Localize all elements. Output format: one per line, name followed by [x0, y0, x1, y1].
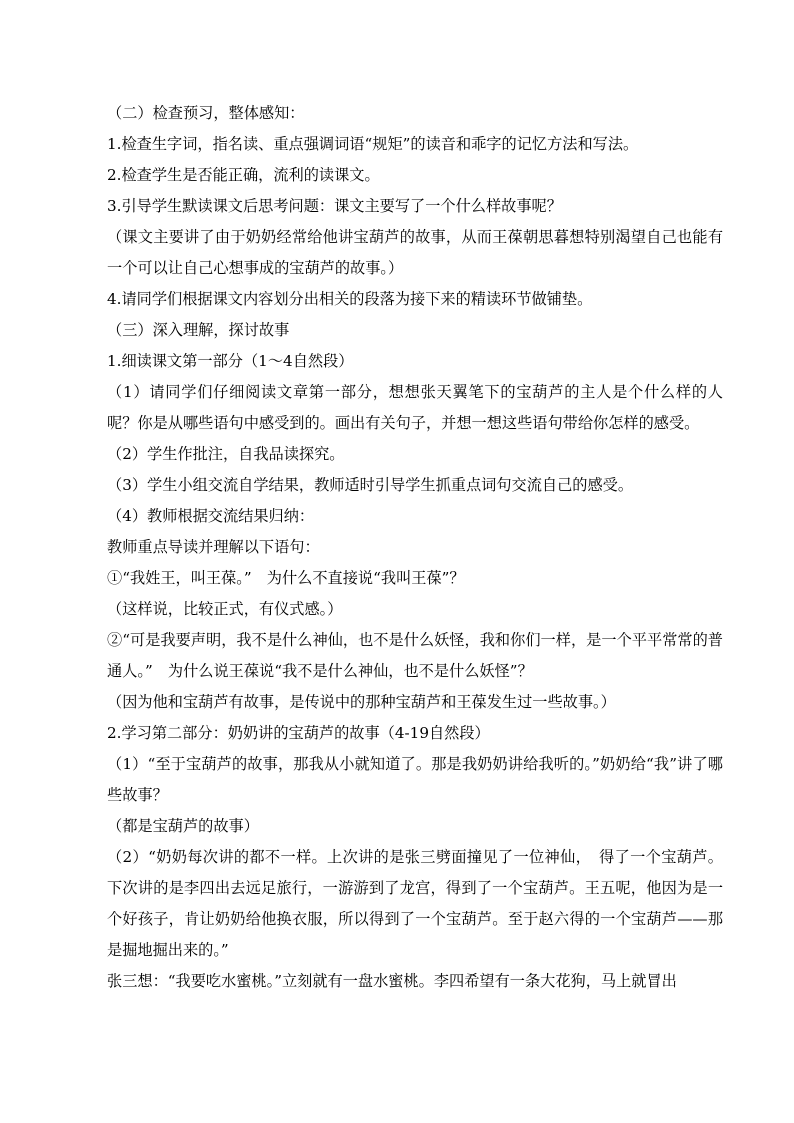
section-heading-preview: （二）检查预习，整体感知： [107, 104, 305, 122]
paragraph-sentence-1-answer: （这样说，比较正式，有仪式感。） [107, 600, 343, 618]
paragraph-step-1: 1.检查生字词，指名读、重点强调词语“规矩”的读音和乖字的记忆方法和写法。 [107, 135, 639, 153]
document-body [75, 98, 723, 997]
paragraph-question-2: （2）学生作批注，自我品读探究。 [107, 445, 345, 463]
paragraph-answer-summary: （课文主要讲了由于奶奶经常给他讲宝葫芦的故事，从而王葆朝思暮想特别渴望自己也能有一个可以让自己心想事成的宝葫芦的故事。） [107, 228, 723, 277]
paragraph-part-2-answer-1: （都是宝葫芦的故事） [107, 817, 259, 835]
paragraph-sentence-2: ②“可是我要声明，我不是什么神仙，也不是什么妖怪，我和你们一样，是一个平平常常的普通人。” 为什么说王葆说“我不是什么神仙，也不是什么妖怪”？ [107, 631, 723, 680]
paragraph-sentence-1: ①“我姓王，叫王葆。” 为什么不直接说“我叫王葆”？ [107, 569, 465, 587]
paragraph-question-4: （4）教师根据交流结果归纳： [107, 507, 315, 525]
paragraph-part-1: 1.细读课文第一部分（1～4自然段） [107, 352, 354, 370]
paragraph-step-2: 2.检查学生是否能正确，流利的读课文。 [107, 166, 380, 184]
paragraph-step-4: 4.请同学们根据课文内容划分出相关的段落为接下来的精读环节做铺垫。 [107, 290, 593, 308]
section-heading-explore: （三）深入理解，探讨故事 [107, 321, 290, 339]
paragraph-question-1: （1）请同学们仔细阅读文章第一部分，想想张天翼笔下的宝葫芦的主人是个什么样的人呢？你是从哪些语句中感受到的。画出有关句子，并想一想这些语句带给你怎样的感受。 [107, 383, 723, 432]
paragraph-sentence-2-answer: （因为他和宝葫芦有故事，是传说中的那种宝葫芦和王葆发生过一些故事。） [107, 693, 616, 711]
paragraph-teacher-guide: 教师重点导读并理解以下语句： [107, 538, 320, 556]
paragraph-zhang-san: 张三想：“我要吃水蜜桃。”立刻就有一盘水蜜桃。李四希望有一条大花狗，马上就冒出 [107, 972, 677, 990]
paragraph-part-2-question-1: （1）“至于宝葫芦的故事，那我从小就知道了。那是我奶奶讲给我听的。”奶奶给“我”讲了哪些故事？ [107, 755, 723, 804]
paragraph-part-2: 2.学习第二部分：奶奶讲的宝葫芦的故事（4-19自然段） [107, 724, 490, 742]
paragraph-question-3: （3）学生小组交流自学结果，教师适时引导学生抓重点词句交流自己的感受。 [107, 476, 634, 494]
paragraph-step-3: 3.引导学生默读课文后思考问题：课文主要写了一个什么样故事呢？ [107, 197, 562, 215]
paragraph-part-2-question-2: （2）“奶奶每次讲的都不一样。上次讲的是张三劈面撞见了一位神仙， 得了一个宝葫芦。下次讲的是李四出去远足旅行，一游游到了龙宫，得到了一个宝葫芦。王五呢，他因为是一个好孩子，肯让奶奶给他换衣服，所以得到了一个宝葫芦。至于赵六得的一个宝葫芦——那是掘地掘出来的。” [107, 848, 723, 959]
